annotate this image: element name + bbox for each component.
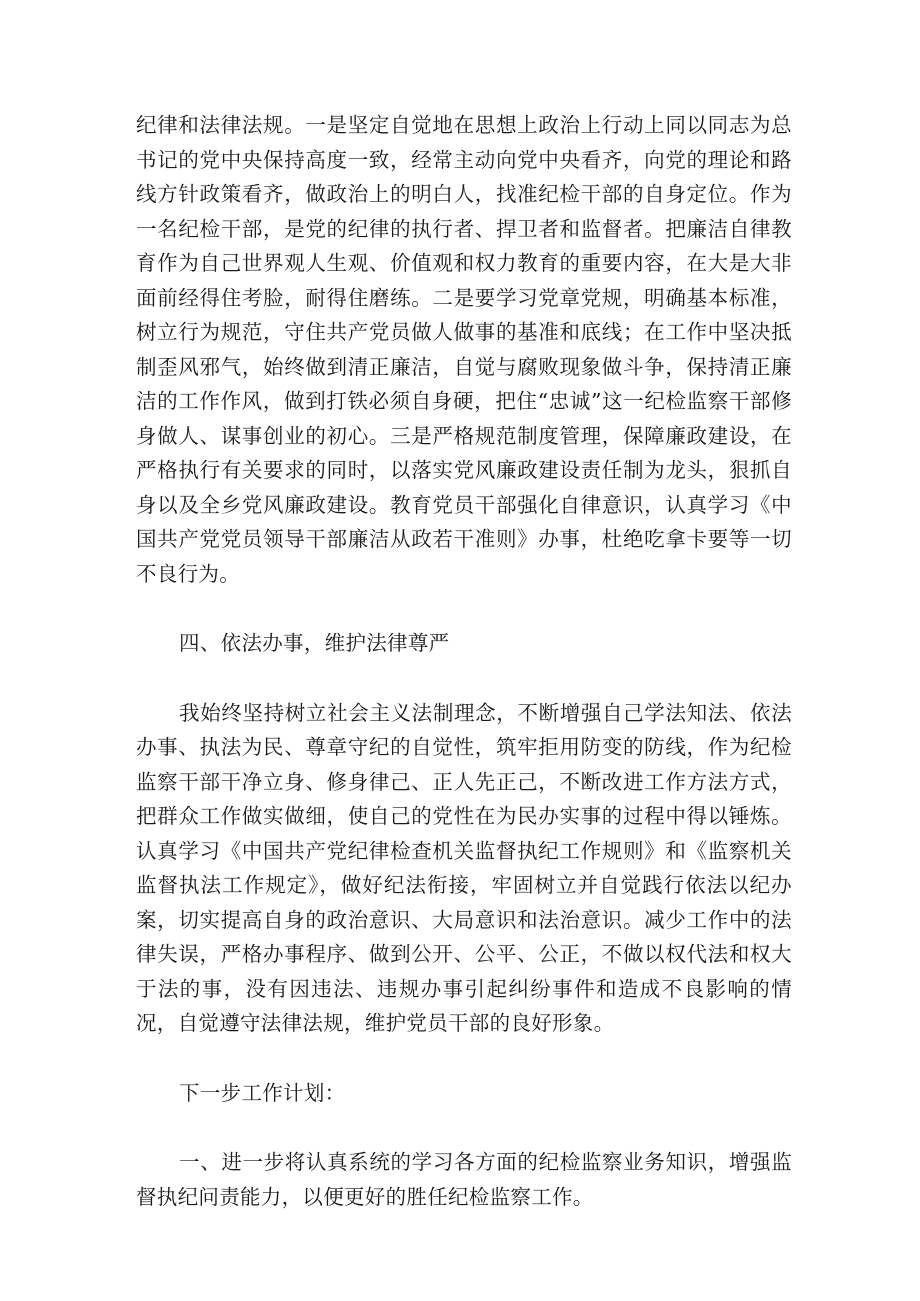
- body-paragraph-law: 我始终坚持树立社会主义法制理念，不断增强自己学法知法、依法办事、执法为民、尊章守纪的自觉性，筑牢拒用防变的防线，作为纪检监察干部干净立身、修身律己、正人先正己，不断改进工作方法方式，把群众工作做实做细，使自己的党性在为民办实事的过程中得以锤炼。认真学习《中国共产党纪律检查机关监督执纪工作规则》和《监察机关监督执法工作规定》，做好纪法衔接，牢固树立并自觉践行依法以纪办案，切实提高自身的政治意识、大局意识和法治意识。减少工作中的法律失误，严格办事程序、做到公开、公平、公正，不做以权代法和权大于法的事，没有因违法、违规办事引起纠纷事件和造成不良影响的情况，自觉遵守法律法规，维护党员干部的良好形象。: [136, 700, 792, 1035]
- section-heading-4: 四、依法办事，维护法律尊严: [179, 631, 450, 655]
- section-heading-next-plan: 下一步工作计划：: [179, 1080, 346, 1105]
- body-paragraph-continuation: 纪律和法律法规。一是坚定自觉地在思想上政治上行动上同以同志为总书记的党中央保持高度一致，经常主动向党中央看齐，向党的理论和路线方针政策看齐，做政治上的明白人，找准纪检干部的自身定位。作为一名纪检干部，是党的纪律的执行者、捍卫者和监督者。把廉洁自律教育作为自己世界观人生观、价值观和权力教育的重要内容，在大是大非面前经得住考脸，耐得住磨练。二是要学习党章党规，明确基本标准，树立行为规范，守住共产党员做人做事的基准和底线；在工作中坚决抵制歪风邪气，始终做到清正廉洁，自觉与腐败现象做斗争，保持清正廉洁的工作作风，做到打铁必须自身硬，把住“忠诚”这一纪检监察干部修身做人、谋事创业的初心。三是严格规范制度管理，保障廉政建设，在严格执行有关要求的同时，以落实党风廉政建设责任制为龙头，狠抓自身以及全乡党风廉政建设。教育党员干部强化自律意识，认真学习《中国共产党党员领导干部廉洁从政若干准则》办事，杜绝吃拿卡要等一切不良行为。: [136, 113, 792, 586]
- body-paragraph-plan-1: 一、进一步将认真系统的学习各方面的纪检监察业务知识，增强监督执纪问责能力，以便更好的胜任纪检监察工作。: [136, 1150, 792, 1209]
